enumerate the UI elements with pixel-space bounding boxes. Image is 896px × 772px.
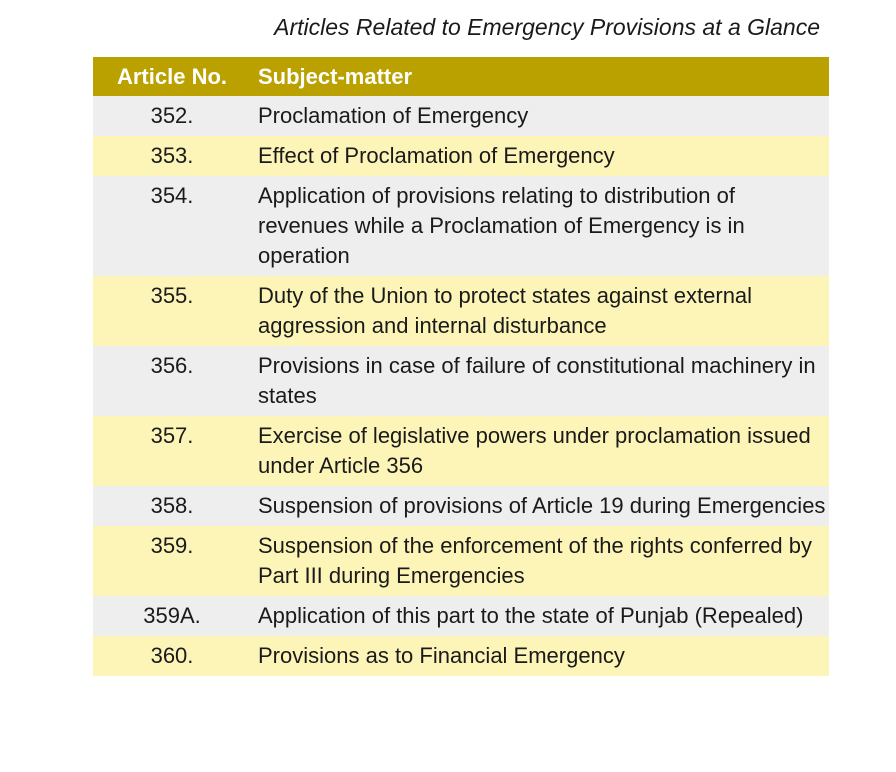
table-title: Articles Related to Emergency Provisions at a Glance [274,14,820,40]
article-subject: Proclamation of Emergency [251,96,829,136]
table-row [93,96,829,136]
article-subject: Suspension of the enforcement of the rights conferred by Part III during Emergencies [251,526,829,596]
table-row [93,526,829,596]
article-subject: Provisions as to Financial Emergency [251,636,829,676]
table-row [93,486,829,526]
article-subject: Provisions in case of failure of constitutional machinery in states [251,346,829,416]
article-number: 358. [93,486,251,526]
article-subject: Effect of Proclamation of Emergency [251,136,829,176]
header-article-no: Article No. [93,57,251,96]
header-subject-matter: Subject-matter [251,57,829,96]
articles-table [93,57,829,676]
header-row [93,57,829,96]
article-number: 354. [93,176,251,276]
article-number: 355. [93,276,251,346]
article-number: 352. [93,96,251,136]
table-row [93,176,829,276]
article-number: 356. [93,346,251,416]
table-row [93,276,829,346]
table-row [93,596,829,636]
table-header [93,57,829,96]
article-number: 360. [93,636,251,676]
article-subject: Exercise of legislative powers under proclamation issued under Article 356 [251,416,829,486]
article-number: 359A. [93,596,251,636]
article-subject: Duty of the Union to protect states against external aggression and internal disturbance [251,276,829,346]
table-row [93,136,829,176]
article-subject: Application of provisions relating to distribution of revenues while a Proclamation of Emergency is in operation [251,176,829,276]
article-subject: Application of this part to the state of Punjab (Repealed) [251,596,829,636]
table-row [93,636,829,676]
article-subject: Suspension of provisions of Article 19 during Emergencies [251,486,829,526]
article-number: 357. [93,416,251,486]
table-row [93,416,829,486]
table-row [93,346,829,416]
table-body [93,96,829,676]
article-number: 359. [93,526,251,596]
article-number: 353. [93,136,251,176]
